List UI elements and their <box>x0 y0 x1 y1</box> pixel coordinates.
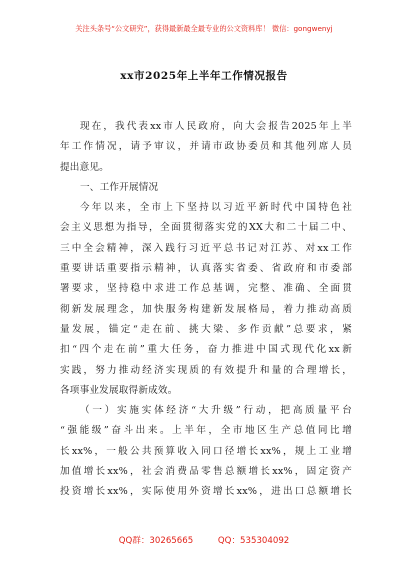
paragraph-line: 三中全会精神，深入践行习近平总书记对江苏、对xx工作 <box>60 242 352 254</box>
paragraph-line: 今年以来，全市上下坚持以习近平新时代中国特色社 <box>80 202 352 214</box>
document-body <box>60 117 352 503</box>
document-title: xx市2025年上半年工作情况报告 <box>120 70 288 82</box>
paragraph-line: 现在，我代表xx市人民政府，向大会报告2025年上半 <box>80 121 352 132</box>
promo-banner: 关注头条号“公文研究”，获得最新最全最专业的公文资料库！ 微信：gongwenyj <box>75 24 333 33</box>
paragraph-line: 投资增长xx%，实际使用外资增长xx%，进出口总额增长 <box>60 486 352 498</box>
paragraph-line: 长xx%，一般公共预算收入同口径增长xx%，规上工业增 <box>60 445 352 457</box>
paragraph-line: 扣“四个走在前”重大任务，奋力推进中国式现代化xx新 <box>60 344 352 356</box>
paragraph-line: 量发展，锚定“走在前、挑大梁、多作贡献”总要求，紧 <box>60 323 352 335</box>
paragraph-line: 重要讲话重要指示精神，认真落实省委、省政府和市委部 <box>60 263 352 275</box>
contact-footer <box>0 534 408 546</box>
paragraph-line: 加值增长xx%，社会消费品零售总额增长xx%，固定资产 <box>60 466 352 478</box>
qq-number: QQ：535304092 <box>217 536 290 546</box>
paragraph-line: 年工作情况，请予审议，并请市政协委员和其他列席人员 <box>60 141 352 153</box>
paragraph-line: 署要求，坚持稳中求进工作总基调，完整、准确、全面贯 <box>60 283 352 295</box>
paragraph-line: 提出意见。 <box>60 161 109 173</box>
paragraph-line: 实践，努力推动经济实现质的有效提升和量的合理增长， <box>60 364 352 376</box>
paragraph-line: 各项事业发展取得新成效。 <box>60 384 178 396</box>
qq-group-number: QQ群：30265665 <box>118 536 194 546</box>
paragraph-line: 彻新发展理念，加快服务构建新发展格局，着力推动高质 <box>60 303 352 315</box>
paragraph-line: “强能级”奋斗出来。上半年，全市地区生产总值同比增 <box>60 425 352 437</box>
paragraph-line: （一）实施实体经济“大升级”行动，把高质量平台 <box>80 405 352 417</box>
section-heading: 一、工作开展情况 <box>80 181 159 193</box>
paragraph-line: 会主义思想为指导，全面贯彻落实党的XX大和二十届二中、 <box>60 222 352 234</box>
